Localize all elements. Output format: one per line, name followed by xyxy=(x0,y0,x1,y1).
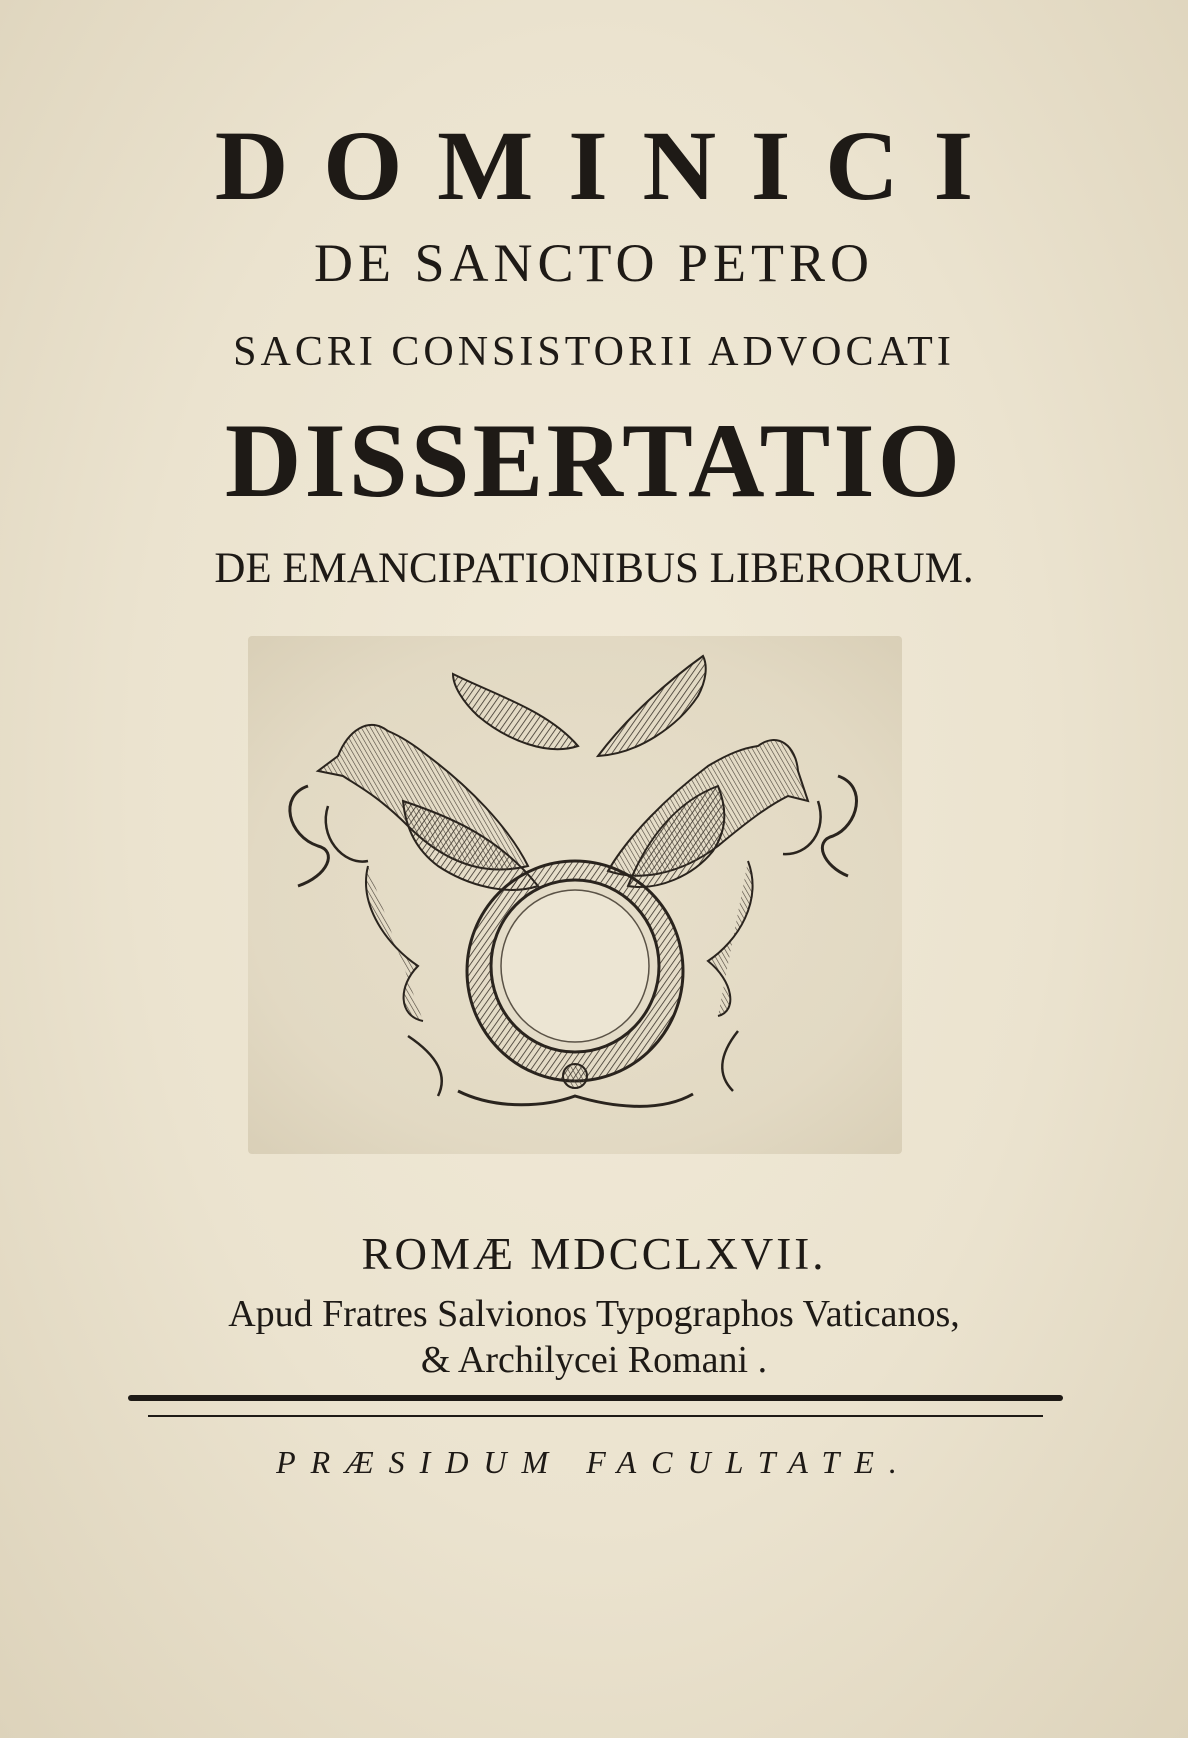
book-subtitle: DE EMANCIPATIONIBUS LIBERORUM. xyxy=(214,545,974,592)
double-rule-thin xyxy=(148,1415,1043,1417)
author-role: SACRI CONSISTORII ADVOCATI xyxy=(233,329,955,375)
author-surname: DE SANCTO PETRO xyxy=(313,233,875,293)
license-line: PRÆSIDUM FACULTATE. xyxy=(276,1444,912,1480)
double-rule-thick xyxy=(128,1395,1063,1401)
imprint-printer-line1: Apud Fratres Salvionos Typographos Vaticanos, xyxy=(228,1293,960,1335)
vignette-plate xyxy=(248,636,902,1154)
imprint-place-date: ROMÆ MDCCLXVII. xyxy=(361,1229,827,1279)
eagle-shield-vignette-icon xyxy=(248,636,902,1154)
author-name: DOMINICI xyxy=(214,110,1008,221)
book-title: DISSERTATIO xyxy=(224,402,964,519)
imprint-printer-line2: & Archilycei Romani . xyxy=(420,1339,768,1381)
